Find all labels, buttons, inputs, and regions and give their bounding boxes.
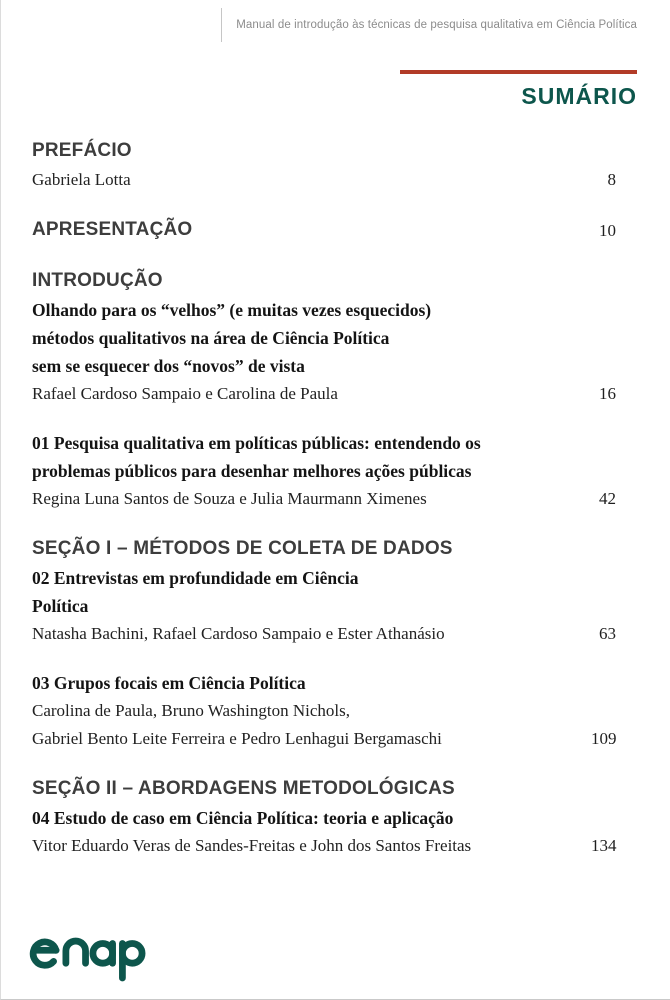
toc-entry [32, 669, 637, 753]
entry-left [32, 534, 591, 648]
running-title: Manual de introdução às técnicas de pesquisa qualitativa em Ciência Política [236, 19, 637, 31]
chapter-title-line: sem se esquecer dos “novos” de vista [32, 356, 305, 376]
logo-letter-n [66, 941, 86, 963]
enap-logo [29, 936, 147, 983]
accent-rule [400, 70, 637, 74]
entry-left [32, 774, 591, 860]
author-line: Carolina de Paula, Bruno Washington Nichols, [32, 701, 350, 720]
page-number: 42 [599, 489, 616, 508]
running-header [221, 8, 637, 42]
section-heading: APRESENTAÇÃO [32, 219, 193, 240]
section-heading: SEÇÃO II – ABORDAGENS METODOLÓGICAS [32, 778, 455, 799]
toc-entry [32, 429, 637, 513]
page-number: 8 [607, 170, 616, 189]
page-title: SUMÁRIO [521, 83, 637, 109]
entry-left [32, 669, 591, 753]
chapter-title-line: 01 Pesquisa qualitativa em políticas públicas: entendendo os [32, 433, 481, 453]
toc-entry [32, 215, 637, 245]
page-number: 63 [599, 624, 616, 643]
chapter-title-line: problemas públicos para desenhar melhores ações públicas [32, 461, 472, 481]
author-line: Gabriel Bento Leite Ferreira e Pedro Lenhagui Bergamaschi [32, 729, 442, 748]
chapter-title-line: 02 Entrevistas em profundidade em Ciência [32, 568, 359, 588]
chapter-title-line: 04 Estudo de caso em Ciência Política: teoria e aplicação [32, 808, 454, 828]
toc-entry [32, 266, 637, 408]
entry-left [32, 266, 591, 408]
section-heading: INTRODUÇÃO [32, 270, 163, 291]
entry-left [32, 429, 591, 513]
page-number: 16 [599, 384, 616, 403]
toc-entry [32, 136, 637, 194]
page-number: 109 [591, 729, 617, 748]
toc-entry [32, 534, 637, 648]
entry-left [32, 136, 591, 194]
chapter-title-line: métodos qualitativos na área de Ciência Política [32, 328, 390, 348]
toc-entry [32, 774, 637, 860]
chapter-title-line: 03 Grupos focais em Ciência Política [32, 673, 306, 693]
header-divider [221, 8, 222, 42]
entry-left [32, 215, 591, 245]
author-line: Regina Luna Santos de Souza e Julia Maurmann Ximenes [32, 489, 427, 508]
page-number: 10 [599, 221, 616, 240]
page-number: 134 [591, 836, 617, 855]
section-heading: SEÇÃO I – MÉTODOS DE COLETA DE DADOS [32, 538, 453, 559]
author-line: Vitor Eduardo Veras de Sandes-Freitas e John dos Santos Freitas [32, 836, 472, 855]
toc [32, 136, 637, 860]
section-heading: PREFÁCIO [32, 140, 132, 161]
author-line: Natasha Bachini, Rafael Cardoso Sampaio e Ester Athanásio [32, 624, 445, 643]
author-line: Gabriela Lotta [32, 170, 131, 189]
author-line: Rafael Cardoso Sampaio e Carolina de Paula [32, 384, 338, 403]
chapter-title-line: Política [32, 596, 89, 616]
footer [29, 936, 147, 983]
logo-letter-p-bowl [122, 944, 142, 964]
chapter-title-line: Olhando para os “velhos” (e muitas vezes esquecidos) [32, 300, 432, 320]
title-block [400, 70, 637, 110]
